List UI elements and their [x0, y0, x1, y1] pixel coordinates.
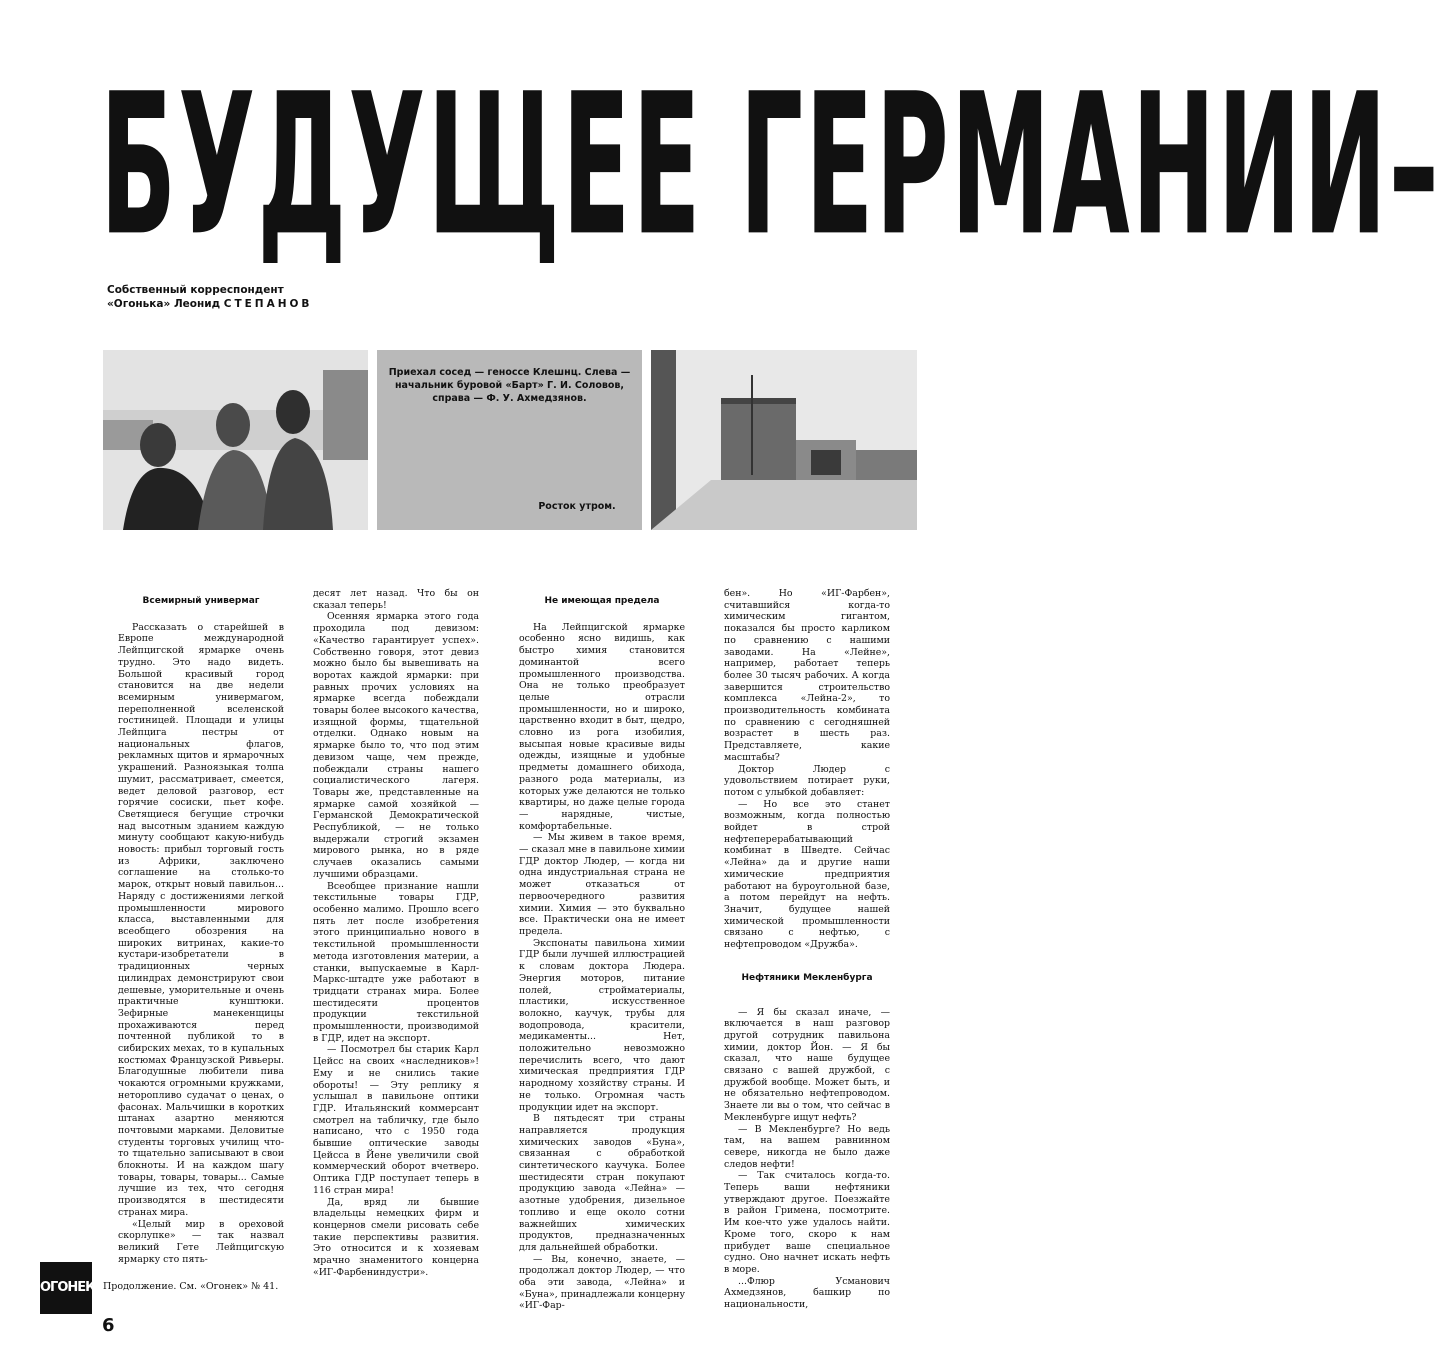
- col4-paragraph-1: Доктор Людер с удовольствием потирает руки, потом с улыбкой добавляет:: [724, 763, 890, 798]
- col4-paragraph-5: — Так считалось когда-то. Теперь ваши нефтяники утверждают другое. Поезжайте в район Гримена, посмотрите. Им кое-что уже удалось найти. Кроме того, скоро к нам прибудет ваше специальное судно. Оно начнет искать нефть в море.: [724, 1170, 890, 1275]
- col4-paragraph-0: бен». Но «ИГ-Фарбен», считавшийся когда-то химическим гигантом, показался бы просто карликом по сравнению с нашими заводами. На «Лейне», например, работает теперь более 30 тысяч рабочих. А когда завершится строительство комплекса «Лейна-2», то производительность комбината по сравнению с сегодняшней возрастет в шесть раз. Представляете, какие масштабы?: [724, 588, 890, 763]
- col2-paragraph-3: — Посмотрел бы старик Карл Цейсс на своих «наследников»! Ему и не снились такие обороты! — Эту реплику я услышал в павильоне оптики ГДР. Итальянский коммерсант смотрел на табличку, где было написано, что с 1950 года бывшие оптические заводы Цейсса в Йене увеличили свой коммерческий оборот вчетверо. Оптика ГДР поступает теперь в 116 стран мира!: [313, 1044, 479, 1196]
- column-2: [313, 588, 479, 1278]
- col3-paragraph-4: В пятьдесят три страны направляется продукция химических заводов «Буна», связанная с обработкой синтетического каучука. Более шестидесяти стран покупают продукцию завода «Лейна» — азотные удобрения, дизельное топливо и еще около сотни важнейших химических продуктов, предназначенных для дальнейшей обработки.: [519, 1113, 685, 1253]
- column-1: [118, 588, 284, 1265]
- column-4: [724, 588, 890, 1311]
- col4-paragraph-6: ...Флюр Усманович Ахмедзянов, башкир по национальности,: [724, 1275, 890, 1311]
- heading-no-limit: Не имеющая предела: [544, 596, 660, 606]
- col1-paragraph-1: Рассказать о старейшей в Европе международной Лейпцигской ярмарке очень трудно. Это надо видеть. Большой красивый город становится на две недели всемирным универмагом, переполненной вселенской гостиницей. Площади и улицы Лейпцига пестры от национальных флагов, рекламных щитов и ярмарочных украшений. Разноязыкая толпа шумит, рассматривает, смеется, ведет деловой разговор, ест горячие сосиски, пьет кофе. Светящиеся бегущие строчки над высотным зданием каждую минуту сообщают какую-нибудь новость: прибыл торговый гость из Африки, заключено соглашение на столько-то марок, открыт новый павильон... Наряду с достижениями легкой промышленности мирового класса, выставленными для всеобщего обозрения на широких витринах, какие-то кустари-изобретатели в традиционных черных цилиндрах демонстрируют свои дешевые, уморительные и очень практичные кунштюки. Зефирные манекенщицы прохаживаются перед почтенной публикой то в сибирских мехах, то в купальных костюмах Французской Ривьеры. Благодушные любители пива чокаются огромными кружками, неторопливо судачат о ценах, о фасонах. Мальчишки в коротких штанах азартно меняются почтовыми марками. Деловитые студенты торговых училищ что-то тщательно записывают в свои блокноты. И на каждом шагу товары, товары, товары... Самые лучшие из тех, что сегодня производятся в шестидесяти странах мира.: [118, 621, 284, 1218]
- col2-paragraph-1: Осенняя ярмарка этого года проходила под девизом: «Качество гарантирует успех». Собственно говоря, этот девиз можно было бы вывешивать на воротах каждой ярмарки: при равных прочих условиях на ярмарке всегда побеждали товары более высокого качества, изящной формы, тщательной отделки. Однако новым на ярмарке было то, что под этим девизом чаще, чем прежде, побеждали страны нашего социалистического лагеря. Товары же, представленные на ярмарке самой хозяйкой — Германской Демократической Республикой, — не только выдержали строгий экзамен мирового рынка, но в ряде случаев оказались самыми лучшими образцами.: [313, 611, 479, 880]
- column-3: [519, 588, 685, 1312]
- col3-paragraph-3: Экспонаты павильона химии ГДР были лучшей иллюстрацией к словам доктора Людера. Энергия моторов, питание полей, стройматериалы, пластики, искусственное волокно, каучук, трубы для водопровода, красители, медикаменты... Нет, положительно невозможно перечислить всего, что дают химическая предприятия ГДР народному хозяйству страны. И не только. Огромная часть продукции идет на экспорт.: [519, 937, 685, 1113]
- byline-surname: СТЕПАНОВ: [223, 298, 313, 310]
- col4-paragraph-2: — Но все это станет возможным, когда полностью войдет в строй нефтеперерабатывающий комбинат в Шведте. Сейчас «Лейна» да и другие наши химические предприятия работают на буроугольной базе, а потом перейдут на нефть. Значит, будущее нашей химической промышленности связано с нефтью, с нефтепроводом «Дружба».: [724, 798, 890, 951]
- col2-paragraph-2: Всеобщее признание нашли текстильные товары ГДР, особенно малимо. Прошло всего пять лет после изобретения этого принципиально нового в текстильной промышленности метода изготовления материи, а станки, выпускаемые в Карл-Маркс-штадте уже работают в тридцати странах мира. Более шестидесяти процентов продукции текстильной промышленности, производимой в ГДР, идет на экспорт.: [313, 880, 479, 1044]
- col2-paragraph-0: десят лет назад. Что бы он сказал теперь!: [313, 588, 479, 611]
- ogonek-logo: ОГОНЕК: [40, 1262, 92, 1314]
- col3-paragraph-1: На Лейпцигской ярмарке особенно ясно видишь, как быстро химия становится доминантой всего промышленного производства. Она не только преобразует целые отрасли промышленности, но и широко, царственно входит в быт, щедро, словно из рога изобилия, высыпая новые красивые виды одежды, изящные и удобные предметы домашнего обихода, разного рода материалы, из которых уже делаются не только квартиры, но даже целые города — нарядные, чистые, комфортабельные.: [519, 621, 685, 832]
- photo-workers: [103, 350, 368, 530]
- footnote: Продолжение. См. «Огонек» № 41.: [103, 1281, 279, 1292]
- byline-line1: Собственный корреспондент: [107, 284, 284, 296]
- byline-paper: «Огонька» Леонид: [107, 298, 221, 310]
- photo-caption-middle: Приехал сосед — геноссе Клешнц. Слева — начальник буровой «Барт» Г. И. Соловов, справа — Ф. У. Ахмедзянов.: [388, 367, 631, 404]
- page-number: 6: [102, 1315, 115, 1336]
- photo-workers-image: [103, 350, 368, 530]
- col3-paragraph-2: — Мы живем в такое время, — сказал мне в павильоне химии ГДР доктор Людер, — когда ни одна индустриальная страна не может отказаться от первоочередного развития химии. Химия — это буквально все. Практически она не имеет предела.: [519, 832, 685, 937]
- photo-caption-right: Росток утром.: [538, 501, 616, 512]
- col4-paragraph-4: — В Мекленбурге? Но ведь там, на вашем равнинном севере, никогда не было даже следов нефти!: [724, 1123, 890, 1170]
- headline: БУДУЩЕЕ ГЕРМАНИИ–: [100, 51, 1441, 280]
- col2-paragraph-4: Да, вряд ли бывшие владельцы немецких фирм и концернов смели рисовать себе такие перспективы развития. Это относится и к хозяевам мрачно знаменитого концерна «ИГ-Фарбениндустри».: [313, 1196, 479, 1278]
- col4-paragraph-3: — Я бы сказал иначе, — включается в наш разговор другой сотрудник павильона химии, доктор Йон. — Я бы сказал, что наше будущее связано с вашей дружбой, с дружбой вообще. Может быть, и не обязательно нефтепроводом. Знаете ли вы о том, что сейчас в Мекленбурге ищут нефть?: [724, 1006, 890, 1123]
- photo-caption-panel: [377, 350, 642, 530]
- heading-mecklenburg-oilmen: Нефтяники Мекленбурга: [741, 972, 873, 983]
- col1-paragraph-2: «Целый мир в ореховой скорлупке» — так назвал великий Гете Лейпцигскую ярмарку сто пять-: [118, 1218, 284, 1265]
- byline: [107, 283, 507, 311]
- heading-world-store: Всемирный универмаг: [142, 596, 260, 606]
- photo-rostock-image: [651, 350, 917, 530]
- byline-line2: [107, 297, 507, 311]
- col3-paragraph-5: — Вы, конечно, знаете, — продолжал доктор Людер, — что оба эти завода, «Лейна» и «Буна», принадлежали концерну «ИГ-Фар-: [519, 1253, 685, 1312]
- photo-rostock: [651, 350, 917, 530]
